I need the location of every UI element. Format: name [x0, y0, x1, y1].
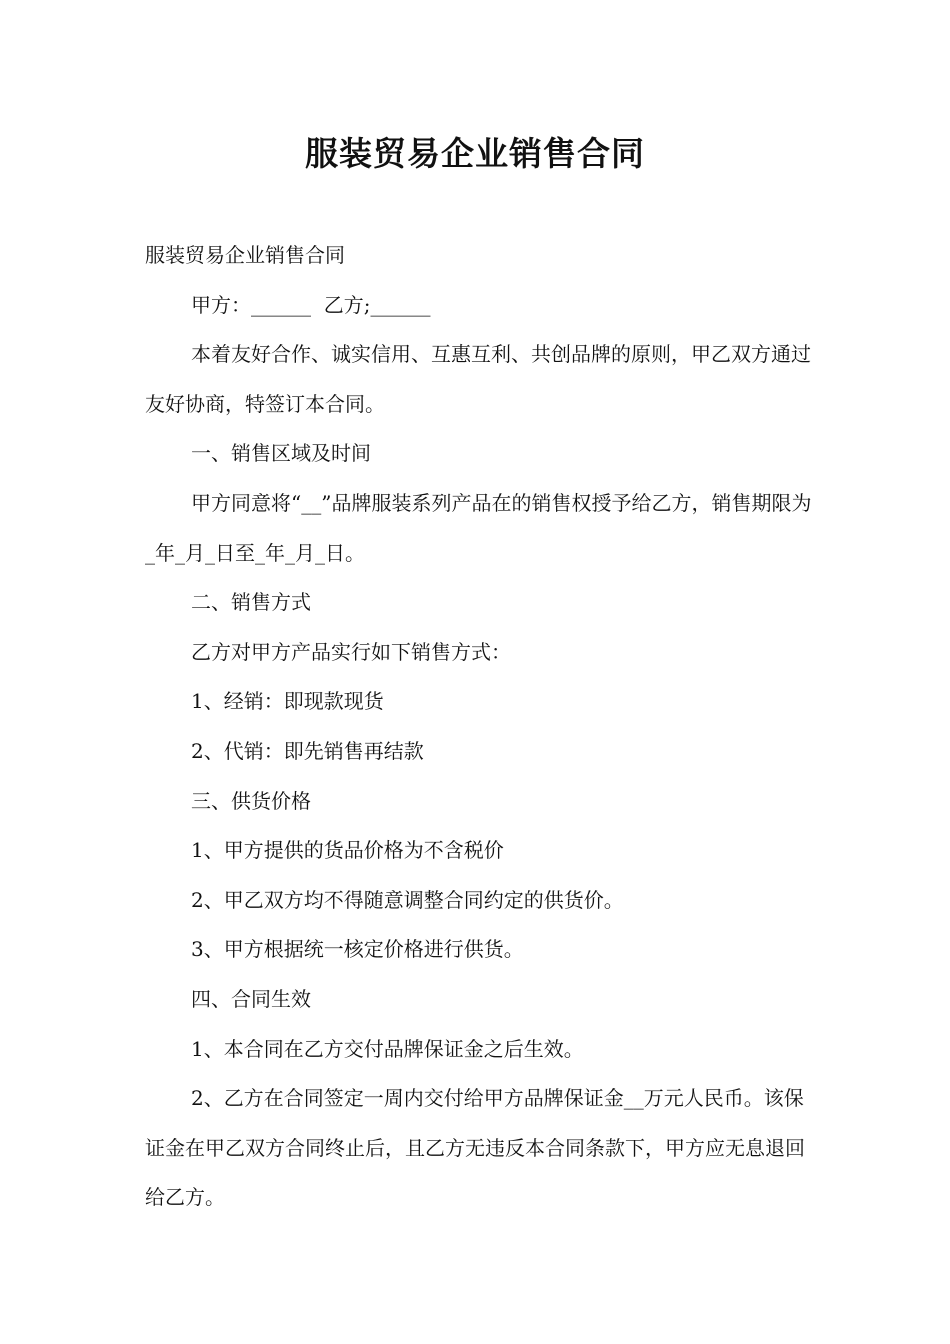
sales-method-intro: 乙方对甲方产品实行如下销售方式： [191, 639, 511, 664]
effect-item-1: 1、本合同在乙方交付品牌保证金之后生效。 [191, 1036, 584, 1061]
section-heading-1: 一、销售区域及时间 [191, 441, 371, 466]
document-title: 服装贸易企业销售合同 [305, 134, 645, 173]
effect-item-2: 2、乙方在合同签定一周内交付给甲方品牌保证金__万元人民币。该保证金在甲乙双方合同终止后，且乙方无违反本合同条款下，甲方应无息退回给乙方。 [145, 1086, 805, 1210]
section-heading-4: 四、合同生效 [191, 986, 311, 1011]
section-heading-3: 三、供货价格 [191, 788, 311, 813]
sales-method-item-2: 2、代销：即先销售再结款 [191, 738, 424, 763]
document-body [145, 231, 815, 1223]
price-item-2: 2、甲乙双方均不得随意调整合同约定的供货价。 [191, 887, 624, 912]
sales-method-item-1: 1、经销：即现款现货 [191, 689, 384, 714]
contract-name-line: 服装贸易企业销售合同 [145, 243, 345, 267]
sales-area-paragraph: 甲方同意将“__”品牌服装系列产品在的销售权授予给乙方，销售期限为_年_月_日至_年_月_日。 [145, 490, 812, 565]
section-heading-2: 二、销售方式 [191, 590, 311, 615]
price-item-3: 3、甲方根据统一核定价格进行供货。 [191, 937, 524, 962]
preamble-paragraph: 本着友好合作、诚实信用、互惠互利、共创品牌的原则，甲乙双方通过友好协商，特签订本合同。 [145, 342, 811, 416]
price-item-1: 1、甲方提供的货品价格为不含税价 [191, 838, 504, 863]
parties-line: 甲方：______ 乙方;______ [191, 292, 431, 317]
